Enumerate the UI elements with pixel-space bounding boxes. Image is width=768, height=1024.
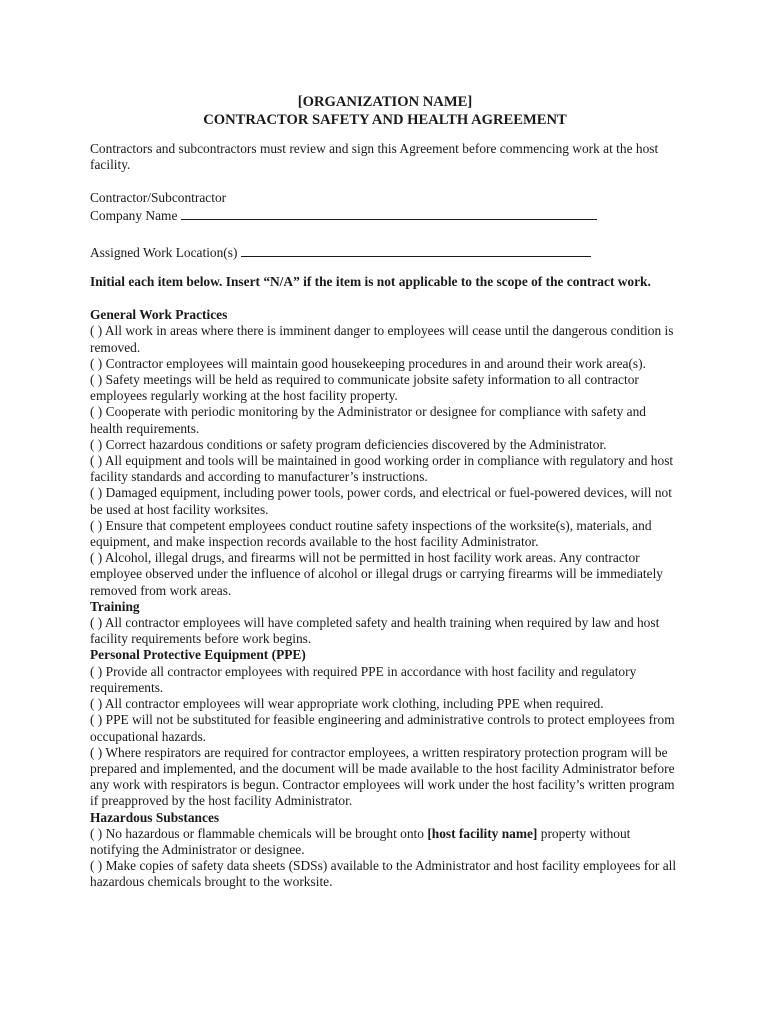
company-field <box>90 207 680 224</box>
list-item: ( ) All work in areas where there is imminent danger to employees will cease until the dangerous condition is removed. <box>90 323 674 355</box>
location-label: Assigned Work Location(s) <box>90 244 238 260</box>
company-label-line1: Contractor/Subcontractor <box>90 190 227 206</box>
initial-box[interactable]: ( ) <box>90 436 103 452</box>
initial-box[interactable]: ( ) <box>90 485 103 501</box>
list-item: ( ) Cooperate with periodic monitoring by the Administrator or designee for compliance with safety and health requirements. <box>90 404 646 436</box>
list-item: ( ) Make copies of safety data sheets (SDSs) available to the Administrator and host facility employees for all hazardous chemicals brought to the worksite. <box>90 858 677 890</box>
initial-box[interactable]: ( ) <box>90 517 103 533</box>
initial-box[interactable]: ( ) <box>90 355 103 371</box>
list-item: ( ) Damaged equipment, including power tools, power cords, and electrical or fuel-powered devices, will not be used at host facility worksites. <box>90 485 672 517</box>
agreement-title: CONTRACTOR SAFETY AND HEALTH AGREEMENT <box>203 112 567 128</box>
section-heading-general: General Work Practices <box>90 307 228 323</box>
list-item: ( ) Alcohol, illegal drugs, and firearms will not be permitted in host facility work areas. Any contractor employee observed under the influence of alcohol or illegal drugs or carrying firearms will be immediately removed from work areas. <box>90 550 663 598</box>
initial-box[interactable]: ( ) <box>90 550 103 566</box>
section-heading-ppe: Personal Protective Equipment (PPE) <box>90 647 306 663</box>
list-item: ( ) Safety meetings will be held as required to communicate jobsite safety information to all contractor employees regularly working at the host facility property. <box>90 372 639 404</box>
section-heading-training: Training <box>90 598 140 614</box>
host-facility-placeholder: [host facility name] <box>427 825 538 841</box>
list-item: ( ) Correct hazardous conditions or safety program deficiencies discovered by the Administrator. <box>90 436 607 452</box>
list-item: ( ) Contractor employees will maintain good housekeeping procedures in and around their work area(s). <box>90 355 646 371</box>
organization-name: [ORGANIZATION NAME] <box>297 94 473 110</box>
section-heading-hazardous: Hazardous Substances <box>90 809 220 825</box>
initial-box[interactable]: ( ) <box>90 663 103 679</box>
list-item: ( ) Where respirators are required for contractor employees, a written respiratory protection program will be prepared and implemented, and the document will be made available to the host facility Administrator before any work with respirators is begun. Contractor employees will work under the host facility’s written program if preapproved by the host facility Administrator. <box>90 744 675 809</box>
initial-box[interactable]: ( ) <box>90 372 103 388</box>
document-body <box>90 93 680 891</box>
initial-box[interactable]: ( ) <box>90 858 103 874</box>
list-item: ( ) No hazardous or flammable chemicals will be brought onto [host facility name] property without notifying the Administrator or designee. <box>90 825 631 857</box>
initial-box[interactable]: ( ) <box>90 404 103 420</box>
list-item: ( ) All equipment and tools will be maintained in good working order in compliance with regulatory and host facility standards and according to manufacturer’s instructions. <box>90 453 674 485</box>
initial-box[interactable]: ( ) <box>90 744 103 760</box>
initial-box[interactable]: ( ) <box>90 615 103 631</box>
initial-box[interactable]: ( ) <box>90 712 103 728</box>
initial-box[interactable]: ( ) <box>90 453 103 469</box>
initial-box[interactable]: ( ) <box>90 696 103 712</box>
list-item: ( ) Provide all contractor employees with required PPE in accordance with host facility and regulatory requirements. <box>90 663 637 695</box>
list-item: ( ) All contractor employees will wear appropriate work clothing, including PPE when required. <box>90 696 604 712</box>
intro-paragraph: Contractors and subcontractors must review and sign this Agreement before commencing work at the host facility. <box>90 141 659 173</box>
list-item: ( ) All contractor employees will have completed safety and health training when required by law and host facility requirements before work begins. <box>90 615 660 647</box>
list-item: ( ) Ensure that competent employees conduct routine safety inspections of the worksite(s), materials, and equipment, and make inspection records available to the host facility Administrator. <box>90 517 652 550</box>
company-name-blank[interactable] <box>181 207 597 220</box>
work-location-blank[interactable] <box>241 244 591 257</box>
instruction-text: Initial each item below. Insert “N/A” if the item is not applicable to the scope of the contract work. <box>90 274 651 290</box>
initial-box[interactable]: ( ) <box>90 323 103 339</box>
initial-box[interactable]: ( ) <box>90 825 103 841</box>
list-item: ( ) PPE will not be substituted for feasible engineering and administrative controls to protect employees from occupational hazards. <box>90 712 675 744</box>
company-label-line2: Company Name <box>90 207 178 223</box>
location-field <box>90 244 680 261</box>
